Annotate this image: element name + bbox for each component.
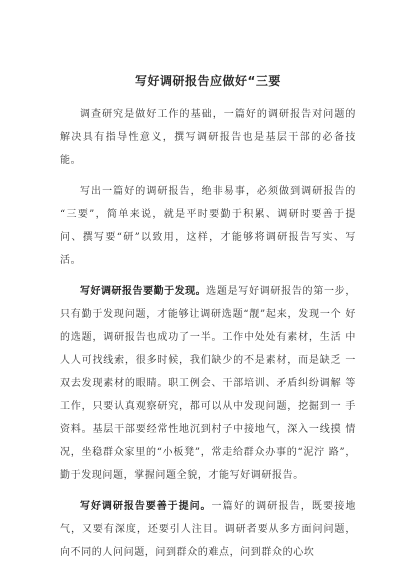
paragraph-discover [60,280,356,487]
paragraph-lead-heading: 写好调研报告要勤于发现。 [80,286,207,297]
paragraph-text: 写出一篇好的调研报告，绝非易事，必须做到调研报告的 “三要”，简单来说，就是平时要勤于积累、调研时要善于提 问、撰写要“研”以致用，这样，才能够将调研报告写实、写 活。 [60,186,356,266]
paragraph-intro [60,103,356,172]
paragraph-ask [60,495,356,564]
paragraph-text: 一篇好的调研报告，既要接地 气，又要有深度，还要引人注目。调研者要从多方面问问题， 向不同的人问问题，问到群众的难点，问到群众的心坎 [60,501,356,558]
paragraph-text: 调查研究是做好工作的基础，一篇好的调研报告对问题的 解决具有指导性意义，撰写调研报告也是基层干部的必备技能。 [60,109,356,166]
paragraph-text: 选题是写好调研报告的第一步，只有勤于发现问题，才能够让调研选题“靓”起来，发现一个 好的选题，调研报告也成功了一半。工作中处处有素材，生活 中人人可找线索，很多时候，我们缺少的不是素材，而是缺乏 一双去发现素材的眼睛。职工例会、干部培训、矛盾纠纷调解 等工作，只要认真观察研究，都可以从中发现问题，挖掘到一 手资料。基层干部要经常性地沉到村子中接地气，深入一线摸 情况，坐稳群众家里的“小板凳”，常走给群众办事的“泥泞 路”，勤于发现问题，掌握问题全貌，才能写好调研报告。 [60,286,356,481]
document-title: 写好调研报告应做好“三要 [135,74,281,88]
paragraph-three-musts [60,180,356,272]
paragraph-lead-heading: 写好调研报告要善于提问。 [80,501,212,512]
